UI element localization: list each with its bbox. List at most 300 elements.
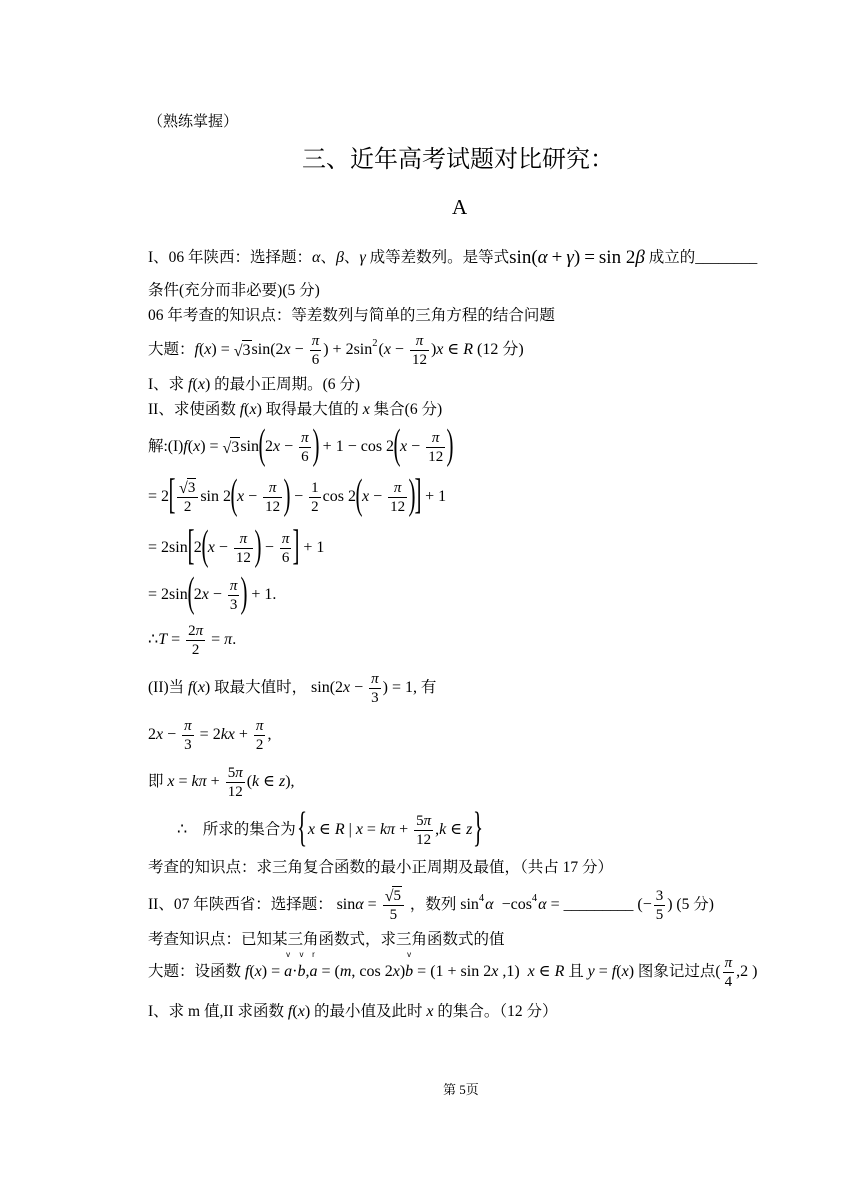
math-text: 6 bbox=[301, 448, 309, 465]
math-text: 3 bbox=[231, 438, 240, 456]
text-run: ，数列 bbox=[405, 895, 461, 913]
math-operator: + bbox=[251, 586, 261, 604]
math-operator: = bbox=[417, 963, 427, 981]
math-text: ( bbox=[192, 679, 198, 697]
text-run: I、求 m 值,II 求函数 bbox=[148, 1002, 288, 1020]
math-variable: x bbox=[491, 963, 499, 981]
math-text: ) bbox=[261, 963, 268, 981]
math-variable: x bbox=[156, 726, 164, 744]
fraction-numerator bbox=[309, 479, 321, 497]
math-text: sin bbox=[336, 896, 356, 914]
math-variable: m bbox=[339, 963, 352, 981]
math-text: 6 bbox=[311, 351, 320, 368]
text-run: 大题：设函数 bbox=[148, 962, 245, 980]
fraction-denominator bbox=[226, 782, 245, 801]
fraction bbox=[228, 577, 240, 614]
text-run: 、 bbox=[320, 248, 336, 266]
math-operator: = bbox=[178, 773, 188, 791]
math-operator: = bbox=[148, 488, 158, 506]
math-variable: x bbox=[400, 438, 408, 456]
fraction-numerator bbox=[369, 670, 381, 688]
math-text: ∴ bbox=[148, 631, 159, 649]
math-variable: π bbox=[268, 479, 277, 496]
math-text: · bbox=[292, 963, 298, 981]
math-text: 3 bbox=[242, 341, 251, 359]
math-operator: − bbox=[284, 438, 294, 456]
math-variable: x bbox=[343, 679, 351, 697]
math-variable: x bbox=[383, 341, 391, 359]
math-text: . bbox=[232, 631, 237, 649]
vector-symbol: b bbox=[405, 963, 414, 981]
subsection-label: A bbox=[452, 195, 468, 220]
math-variable: x bbox=[362, 401, 370, 419]
fraction-numerator bbox=[654, 887, 666, 905]
math-variable: x bbox=[197, 376, 205, 394]
text-run: 06 年考查的知识点：等差数列与简单的三角方程的结合问题 bbox=[148, 306, 555, 324]
math-text: 5 bbox=[416, 812, 424, 829]
radical-sign: √ bbox=[384, 888, 394, 905]
fraction-numerator bbox=[254, 717, 266, 735]
math-text: sin 2 bbox=[598, 246, 636, 268]
fraction-numerator bbox=[226, 764, 245, 782]
math-text: (12 分) bbox=[473, 341, 524, 359]
math-text: 5 bbox=[655, 906, 664, 923]
mastery-note-text: （熟练掌握） bbox=[148, 114, 239, 130]
math-variable: β bbox=[635, 246, 645, 268]
math-text: 5 bbox=[389, 906, 398, 923]
math-text: 1 bbox=[316, 539, 325, 557]
math-variable: π bbox=[195, 622, 204, 639]
fraction-numerator bbox=[388, 479, 407, 497]
fraction-denominator bbox=[410, 350, 429, 369]
math-text: ) bbox=[204, 376, 211, 394]
math-text: − bbox=[642, 896, 652, 914]
math-variable: kπ bbox=[379, 821, 396, 839]
math-variable: π bbox=[184, 717, 192, 734]
fraction-denominator bbox=[177, 497, 198, 516]
vector bbox=[309, 950, 318, 981]
math-variable: π bbox=[393, 479, 402, 496]
radical-sign: √ bbox=[179, 480, 188, 497]
fraction bbox=[723, 954, 735, 991]
math-variable: z bbox=[278, 773, 286, 791]
math-operator: = bbox=[550, 896, 560, 914]
math-variable: R bbox=[334, 821, 345, 839]
math-operator: + bbox=[322, 438, 332, 456]
left-delimiter: [ bbox=[187, 523, 195, 569]
math-variable: π bbox=[301, 429, 309, 446]
text-run: (II)当 bbox=[148, 678, 189, 696]
math-variable: α bbox=[312, 249, 321, 267]
math-variable: k bbox=[439, 821, 447, 839]
math-operator: = bbox=[211, 631, 221, 649]
math-variable: T bbox=[158, 631, 168, 649]
math-text: 2sin bbox=[345, 341, 373, 359]
math-text: 1, bbox=[405, 679, 418, 697]
math-text: sin(2 bbox=[311, 679, 344, 697]
square-root bbox=[223, 437, 241, 457]
radical-sign: √ bbox=[233, 343, 243, 361]
math-variable: π bbox=[229, 577, 238, 594]
math-operator: ∈ bbox=[447, 341, 460, 359]
text-run: 取最大值时， bbox=[210, 678, 312, 696]
fraction-denominator bbox=[654, 905, 666, 924]
math-text: ( bbox=[334, 963, 340, 981]
text-run: 条件(充分而非必要)(5 分) bbox=[148, 281, 320, 299]
exponent: 4 bbox=[478, 892, 485, 904]
fraction bbox=[410, 332, 429, 369]
math-variable: x bbox=[621, 963, 629, 981]
math-operator: − bbox=[347, 438, 357, 456]
fraction-numerator bbox=[310, 332, 322, 350]
math-variable: π bbox=[311, 332, 320, 349]
right-delimiter: } bbox=[473, 805, 484, 851]
math-operator: − bbox=[354, 679, 364, 697]
fraction bbox=[280, 530, 292, 567]
math-operator: | bbox=[348, 821, 352, 839]
math-operator: − bbox=[212, 586, 222, 604]
math-text: 12 bbox=[265, 498, 281, 515]
math-variable: x bbox=[201, 586, 209, 604]
math-text: ) bbox=[204, 679, 211, 697]
fraction-denominator bbox=[309, 497, 321, 516]
math-operator: = bbox=[392, 679, 402, 697]
text-run: 、 bbox=[343, 248, 360, 266]
problem-2007-parts bbox=[148, 982, 558, 1042]
math-text: ) bbox=[304, 1003, 311, 1021]
math-variable: kπ bbox=[191, 773, 207, 791]
fraction bbox=[234, 530, 253, 567]
math-operator: − bbox=[248, 488, 258, 506]
math-text: ( bbox=[246, 773, 253, 791]
math-variable: f bbox=[244, 963, 250, 981]
math-variable: π bbox=[423, 812, 432, 829]
math-text: 12 bbox=[416, 831, 432, 848]
math-text: 3 bbox=[184, 736, 192, 753]
math-text: 2 bbox=[265, 438, 273, 456]
math-variable: x bbox=[193, 438, 201, 456]
math-operator: = bbox=[199, 726, 209, 744]
math-variable: f bbox=[239, 401, 245, 419]
math-text: , bbox=[267, 726, 272, 744]
math-text: 3 bbox=[655, 887, 664, 904]
text-run: 成立的 bbox=[644, 248, 696, 266]
math-variable: f bbox=[188, 679, 193, 697]
fraction-numerator bbox=[263, 479, 282, 497]
left-delimiter: [ bbox=[168, 472, 176, 518]
text-run: 考查知识点：已知某三角函数式，求三角函数式的值 bbox=[148, 930, 505, 948]
math-text: ) bbox=[430, 341, 437, 359]
math-variable: π bbox=[281, 530, 290, 547]
fraction bbox=[309, 479, 321, 516]
math-variable: kx bbox=[220, 726, 235, 744]
fraction-denominator bbox=[186, 640, 205, 659]
math-text: 2 bbox=[212, 726, 221, 744]
vector-symbol: a bbox=[309, 963, 318, 981]
math-variable: x bbox=[361, 488, 370, 506]
math-variable: π bbox=[415, 332, 424, 349]
math-operator: − bbox=[394, 341, 404, 359]
text-run: 解:(I) bbox=[148, 437, 184, 455]
math-variable: x bbox=[197, 679, 205, 697]
math-text: cos 2 bbox=[360, 438, 395, 456]
fraction-numerator bbox=[234, 530, 253, 548]
left-delimiter: ( bbox=[355, 472, 363, 518]
vector-symbol: a bbox=[284, 963, 293, 981]
text-run: I、求 bbox=[148, 375, 189, 393]
math-operator: = bbox=[148, 539, 158, 557]
math-variable: k bbox=[252, 773, 260, 791]
math-variable: π bbox=[235, 764, 243, 781]
math-text: 2 bbox=[311, 498, 319, 515]
text-run: 取得最大值的 bbox=[261, 400, 363, 418]
math-text: 2 bbox=[161, 488, 170, 506]
math-text: 2 bbox=[148, 726, 156, 744]
fraction-numerator bbox=[426, 429, 445, 447]
fraction bbox=[263, 479, 282, 516]
math-variable: x bbox=[249, 401, 257, 419]
fraction-numerator bbox=[177, 479, 198, 497]
math-operator: + bbox=[399, 821, 409, 839]
math-text: ) bbox=[667, 896, 673, 914]
math-variable: f bbox=[183, 438, 188, 456]
text-run: 集合(6 分) bbox=[369, 400, 443, 418]
math-text: ( bbox=[192, 376, 198, 394]
math-text: 2sin bbox=[161, 586, 188, 604]
text-run: 的最小正周期。(6 分) bbox=[210, 375, 361, 393]
math-variable: π bbox=[431, 429, 440, 446]
math-variable: π bbox=[255, 717, 264, 734]
math-variable: γ bbox=[566, 246, 574, 268]
math-text: ) bbox=[573, 246, 581, 268]
text-run: ________ bbox=[695, 248, 758, 266]
math-text: ,2 ) bbox=[736, 963, 758, 981]
math-text: 1 bbox=[438, 488, 447, 506]
page-footer bbox=[443, 1060, 479, 1120]
math-variable: f bbox=[194, 341, 199, 359]
text-run: 即 bbox=[148, 772, 168, 790]
fraction bbox=[426, 429, 445, 466]
math-text: ( bbox=[249, 963, 255, 981]
math-operator: = bbox=[148, 586, 158, 604]
math-variable: x bbox=[167, 773, 175, 791]
math-operator: + bbox=[551, 246, 563, 268]
math-operator: + bbox=[238, 726, 248, 744]
math-variable: π bbox=[224, 631, 233, 649]
math-variable: f bbox=[611, 963, 617, 981]
right-delimiter: ] bbox=[292, 523, 300, 569]
math-variable: α bbox=[485, 896, 494, 914]
math-variable: α bbox=[538, 896, 547, 914]
math-text: ) bbox=[200, 438, 206, 456]
text-run: I、06 年陕西：选择题： bbox=[148, 248, 313, 266]
math-variable: π bbox=[724, 954, 733, 971]
fraction bbox=[226, 764, 245, 801]
math-text: 6 bbox=[281, 549, 290, 566]
fraction-numerator bbox=[228, 577, 240, 595]
right-delimiter: ] bbox=[414, 472, 422, 518]
text-run: (5 分) bbox=[672, 895, 714, 913]
math-variable: x bbox=[254, 963, 262, 981]
math-text: ∴ bbox=[177, 821, 188, 839]
fraction bbox=[182, 717, 194, 754]
math-text: 12 bbox=[227, 783, 243, 800]
math-operator: = bbox=[366, 821, 376, 839]
math-text: cos 2 bbox=[322, 488, 356, 506]
square-root bbox=[385, 886, 402, 905]
square-root bbox=[179, 478, 196, 497]
text-run: 的最小值及此时 bbox=[310, 1002, 427, 1020]
math-operator: ∈ bbox=[318, 821, 331, 839]
math-text: 12 bbox=[411, 351, 427, 368]
math-text: sin bbox=[240, 438, 259, 456]
math-text: ) bbox=[382, 679, 388, 697]
math-text: 2 bbox=[191, 641, 200, 658]
math-text: −cos bbox=[493, 896, 532, 914]
math-variable: z bbox=[466, 821, 473, 839]
math-operator: − bbox=[411, 438, 421, 456]
math-text: 2 bbox=[193, 586, 202, 604]
math-operator: − bbox=[264, 539, 274, 557]
math-text: sin(2 bbox=[251, 341, 284, 359]
vector-mark: v bbox=[299, 950, 304, 960]
math-text: ( bbox=[616, 963, 622, 981]
math-text: 3 bbox=[229, 596, 238, 613]
exponent: 2 bbox=[372, 337, 378, 349]
fraction-denominator bbox=[426, 447, 445, 466]
right-delimiter: ) bbox=[312, 422, 320, 468]
math-operator: = bbox=[321, 963, 331, 981]
math-text: 5 bbox=[393, 888, 401, 904]
left-delimiter: ( bbox=[201, 523, 209, 569]
math-variable: R bbox=[463, 341, 474, 359]
text-run: _________ bbox=[563, 895, 634, 913]
radicand bbox=[187, 478, 197, 497]
math-text: 12 bbox=[428, 448, 444, 465]
fraction-denominator bbox=[388, 497, 407, 516]
text-run: 大题： bbox=[148, 340, 195, 358]
fraction-numerator bbox=[383, 887, 404, 905]
math-text: ( bbox=[244, 401, 250, 419]
math-operator: + bbox=[425, 488, 435, 506]
math-operator: + bbox=[303, 539, 313, 557]
vector bbox=[405, 950, 414, 981]
math-operator: − bbox=[294, 341, 304, 359]
math-variable: x bbox=[236, 488, 245, 506]
fraction-numerator bbox=[299, 429, 311, 447]
math-text: 1 bbox=[335, 438, 344, 456]
fraction-numerator bbox=[723, 954, 735, 972]
math-variable: x bbox=[204, 341, 212, 359]
fraction-denominator bbox=[234, 548, 253, 567]
math-text: 5 bbox=[227, 764, 236, 781]
math-operator: = bbox=[367, 896, 377, 914]
math-variable: x bbox=[307, 821, 315, 839]
math-variable: x bbox=[273, 438, 281, 456]
text-run: 的集合。（12 分） bbox=[433, 1002, 558, 1020]
math-text: 2 bbox=[183, 498, 192, 515]
math-text: 3 bbox=[187, 480, 196, 496]
math-operator: = bbox=[598, 963, 608, 981]
math-variable: x bbox=[527, 963, 535, 981]
math-text: 4 bbox=[724, 973, 733, 990]
radical-sign: √ bbox=[222, 440, 232, 458]
page-number: 第 5页 bbox=[443, 1082, 479, 1098]
math-variable: x bbox=[392, 963, 400, 981]
radicand bbox=[392, 886, 402, 905]
math-text: ,1) bbox=[498, 963, 528, 981]
vector-mark: v bbox=[407, 950, 412, 960]
right-delimiter: ) bbox=[446, 422, 454, 468]
left-delimiter: ( bbox=[187, 570, 195, 616]
math-text: 2 bbox=[255, 736, 264, 753]
math-text: ) bbox=[628, 963, 635, 981]
math-variable: x bbox=[355, 821, 363, 839]
math-text: 2 bbox=[193, 539, 202, 557]
fraction bbox=[654, 887, 666, 924]
math-operator: + bbox=[210, 773, 220, 791]
math-operator: − bbox=[373, 488, 383, 506]
math-variable: R bbox=[554, 963, 565, 981]
math-text: 1. bbox=[264, 586, 277, 604]
vector-symbol: b bbox=[297, 963, 306, 981]
math-text: (1 + sin 2 bbox=[430, 963, 492, 981]
math-text: sin bbox=[460, 896, 479, 914]
fraction-denominator bbox=[299, 447, 311, 466]
fraction bbox=[388, 479, 407, 516]
math-text: ( bbox=[187, 438, 194, 456]
math-text: ) bbox=[211, 341, 217, 359]
math-text: sin 2 bbox=[200, 488, 231, 506]
text-run: 所求的集合为 bbox=[187, 820, 296, 838]
math-operator: ∈ bbox=[450, 821, 463, 839]
math-text: ) bbox=[256, 401, 262, 419]
fraction bbox=[177, 479, 198, 516]
math-text: ) bbox=[323, 341, 329, 359]
fraction-denominator bbox=[369, 688, 381, 707]
math-text: 12 bbox=[235, 549, 251, 566]
math-variable: β bbox=[335, 249, 344, 267]
fraction-denominator bbox=[280, 548, 292, 567]
math-text: sin( bbox=[509, 246, 538, 268]
math-variable: x bbox=[426, 1003, 434, 1021]
math-operator: = bbox=[209, 438, 219, 456]
math-text: ( bbox=[378, 341, 384, 359]
math-text: , bbox=[435, 821, 440, 839]
math-variable: π bbox=[239, 530, 248, 547]
left-delimiter: ( bbox=[393, 422, 401, 468]
left-delimiter: ( bbox=[258, 422, 266, 468]
fraction-denominator bbox=[182, 735, 194, 754]
fraction-numerator bbox=[186, 622, 205, 640]
math-variable: f bbox=[188, 376, 193, 394]
math-variable: π bbox=[371, 670, 379, 687]
vector-mark: r bbox=[312, 950, 315, 960]
fraction-numerator bbox=[182, 717, 194, 735]
math-variable: α bbox=[537, 246, 548, 268]
math-operator: ∈ bbox=[263, 773, 275, 791]
math-variable: γ bbox=[359, 249, 366, 267]
text-run: 图象记过点( bbox=[634, 962, 721, 980]
text-run: 有 bbox=[417, 678, 437, 696]
vector bbox=[284, 950, 293, 981]
fraction bbox=[299, 429, 311, 466]
text-run: 且 bbox=[564, 962, 588, 980]
text-run: 考查的知识点：求三角复合函数的最小正周期及最值，（共占 17 分） bbox=[148, 858, 614, 876]
math-operator: = bbox=[271, 963, 281, 981]
math-variable: α bbox=[355, 896, 364, 914]
math-variable: x bbox=[283, 341, 291, 359]
